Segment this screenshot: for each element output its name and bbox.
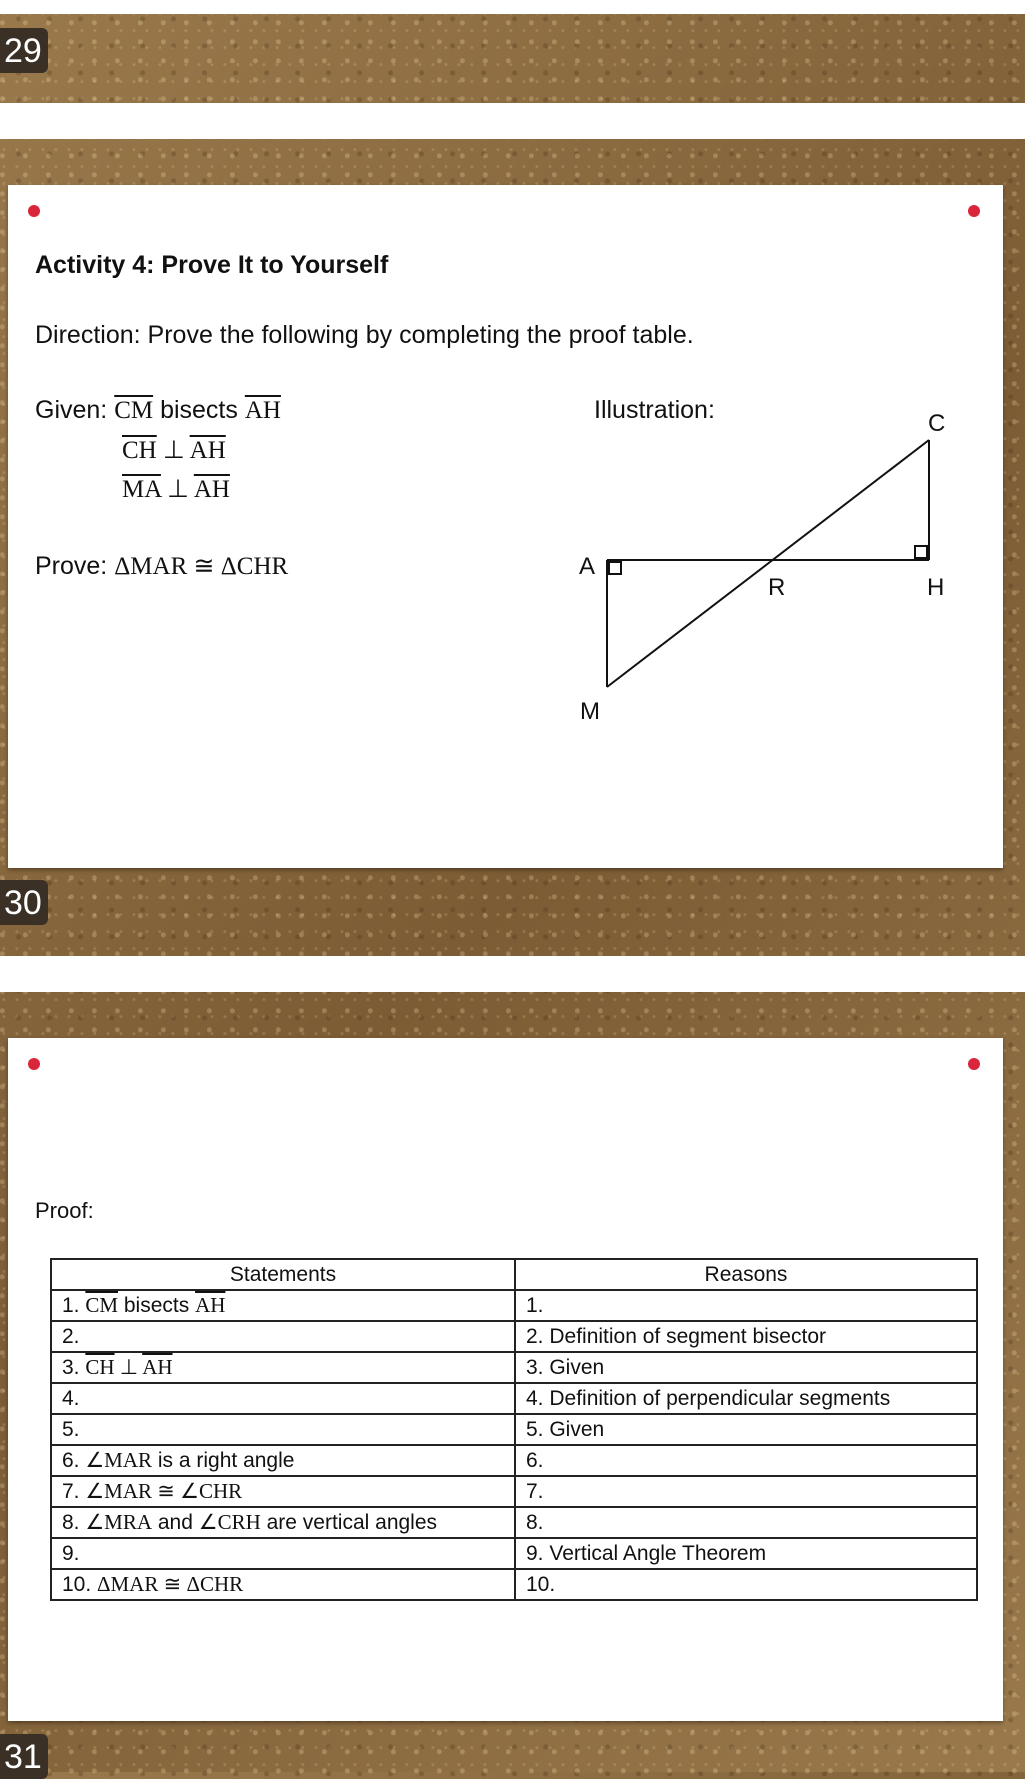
pin-right bbox=[968, 1058, 980, 1070]
segment-ah: $\overline{AH}$ bbox=[189, 437, 226, 464]
table-row bbox=[51, 1352, 977, 1383]
point-label-a: A bbox=[579, 553, 596, 580]
statement-cell: 5. bbox=[51, 1414, 515, 1445]
reason-cell: 1. bbox=[515, 1290, 977, 1321]
table-header-row bbox=[51, 1259, 977, 1290]
given-label: Given: bbox=[35, 396, 108, 424]
table-row bbox=[51, 1321, 977, 1352]
table-row bbox=[51, 1445, 977, 1476]
table-row bbox=[51, 1507, 977, 1538]
right-angle-mark-h bbox=[915, 546, 927, 558]
table-row bbox=[51, 1476, 977, 1507]
statement-cell: 2. bbox=[51, 1321, 515, 1352]
segment-cm: $\overline{CM}$ bbox=[114, 397, 154, 424]
perp-symbol: ⊥ bbox=[160, 476, 194, 503]
top-white-strip bbox=[0, 0, 1025, 14]
segment-ah: $\overline{AH}$ bbox=[244, 397, 281, 424]
segment-ah: $\overline{AH}$ bbox=[195, 1293, 226, 1317]
reason-cell: 7. bbox=[515, 1476, 977, 1507]
reason-cell: 3. Given bbox=[515, 1352, 977, 1383]
activity-title: Activity 4: Prove It to Yourself bbox=[35, 251, 389, 279]
segment-ah: $\overline{AH}$ bbox=[193, 476, 230, 503]
reason-cell: 9. Vertical Angle Theorem bbox=[515, 1538, 977, 1569]
statement-cell: 4. bbox=[51, 1383, 515, 1414]
segment-line-cm bbox=[607, 440, 929, 687]
reasons-header: Reasons bbox=[515, 1259, 977, 1290]
point-label-c: C bbox=[928, 410, 946, 437]
statement-cell: 7. ∠MAR ≅ ∠CHR bbox=[51, 1476, 515, 1507]
statement-cell: 6. ∠MAR is a right angle bbox=[51, 1445, 515, 1476]
statements-header: Statements bbox=[51, 1259, 515, 1290]
table-row bbox=[51, 1290, 977, 1321]
table-row bbox=[51, 1383, 977, 1414]
point-label-r: R bbox=[768, 574, 786, 601]
point-label-m: M bbox=[580, 698, 600, 725]
reason-cell: 10. bbox=[515, 1569, 977, 1600]
white-gap-30-31 bbox=[0, 956, 1025, 992]
illustration-label: Illustration: bbox=[594, 396, 715, 424]
slide-number-31: 31 bbox=[0, 1734, 48, 1779]
prove-statement: ΔMAR ≅ ΔCHR bbox=[114, 553, 289, 580]
statement-cell: 3. $\overline{CH}$ ⊥ $\overline{AH}$ bbox=[51, 1352, 515, 1383]
table-row bbox=[51, 1569, 977, 1600]
statement-cell: 8. ∠MRA and ∠CRH are vertical angles bbox=[51, 1507, 515, 1538]
slide-number-29: 29 bbox=[0, 28, 48, 73]
pin-left bbox=[28, 1058, 40, 1070]
proof-label: Proof: bbox=[35, 1198, 94, 1223]
segment-ch: $\overline{CH}$ bbox=[85, 1355, 115, 1379]
statement-cell: 9. bbox=[51, 1538, 515, 1569]
statement-cell: 10. ΔMAR ≅ ΔCHR bbox=[51, 1569, 515, 1600]
segment-ma: $\overline{MA}$ bbox=[122, 476, 161, 503]
segment-cm: $\overline{CM}$ bbox=[85, 1293, 119, 1317]
segment-ah: $\overline{AH}$ bbox=[142, 1355, 173, 1379]
reason-cell: 5. Given bbox=[515, 1414, 977, 1445]
right-angle-mark-a bbox=[609, 562, 621, 574]
proof-table bbox=[50, 1258, 978, 1601]
given-1-text: bisects bbox=[153, 396, 245, 424]
perp-symbol: ⊥ bbox=[156, 437, 190, 464]
point-label-h: H bbox=[927, 574, 945, 601]
reason-cell: 6. bbox=[515, 1445, 977, 1476]
prove-label: Prove: bbox=[35, 552, 108, 580]
triangle-diagram bbox=[8, 185, 1003, 868]
table-row bbox=[51, 1538, 977, 1569]
white-gap-29-30 bbox=[0, 103, 1025, 139]
slide-number-30: 30 bbox=[0, 880, 48, 925]
direction-text: Direction: Prove the following by completing the proof table. bbox=[35, 321, 694, 349]
activity-slide bbox=[8, 185, 1003, 868]
reason-cell: 4. Definition of perpendicular segments bbox=[515, 1383, 977, 1414]
reason-cell: 2. Definition of segment bisector bbox=[515, 1321, 977, 1352]
segment-ch: $\overline{CH}$ bbox=[122, 437, 157, 464]
reason-cell: 8. bbox=[515, 1507, 977, 1538]
statement-cell: 1. $\overline{CM}$ bisects $\overline{AH}$ bbox=[51, 1290, 515, 1321]
table-row bbox=[51, 1414, 977, 1445]
